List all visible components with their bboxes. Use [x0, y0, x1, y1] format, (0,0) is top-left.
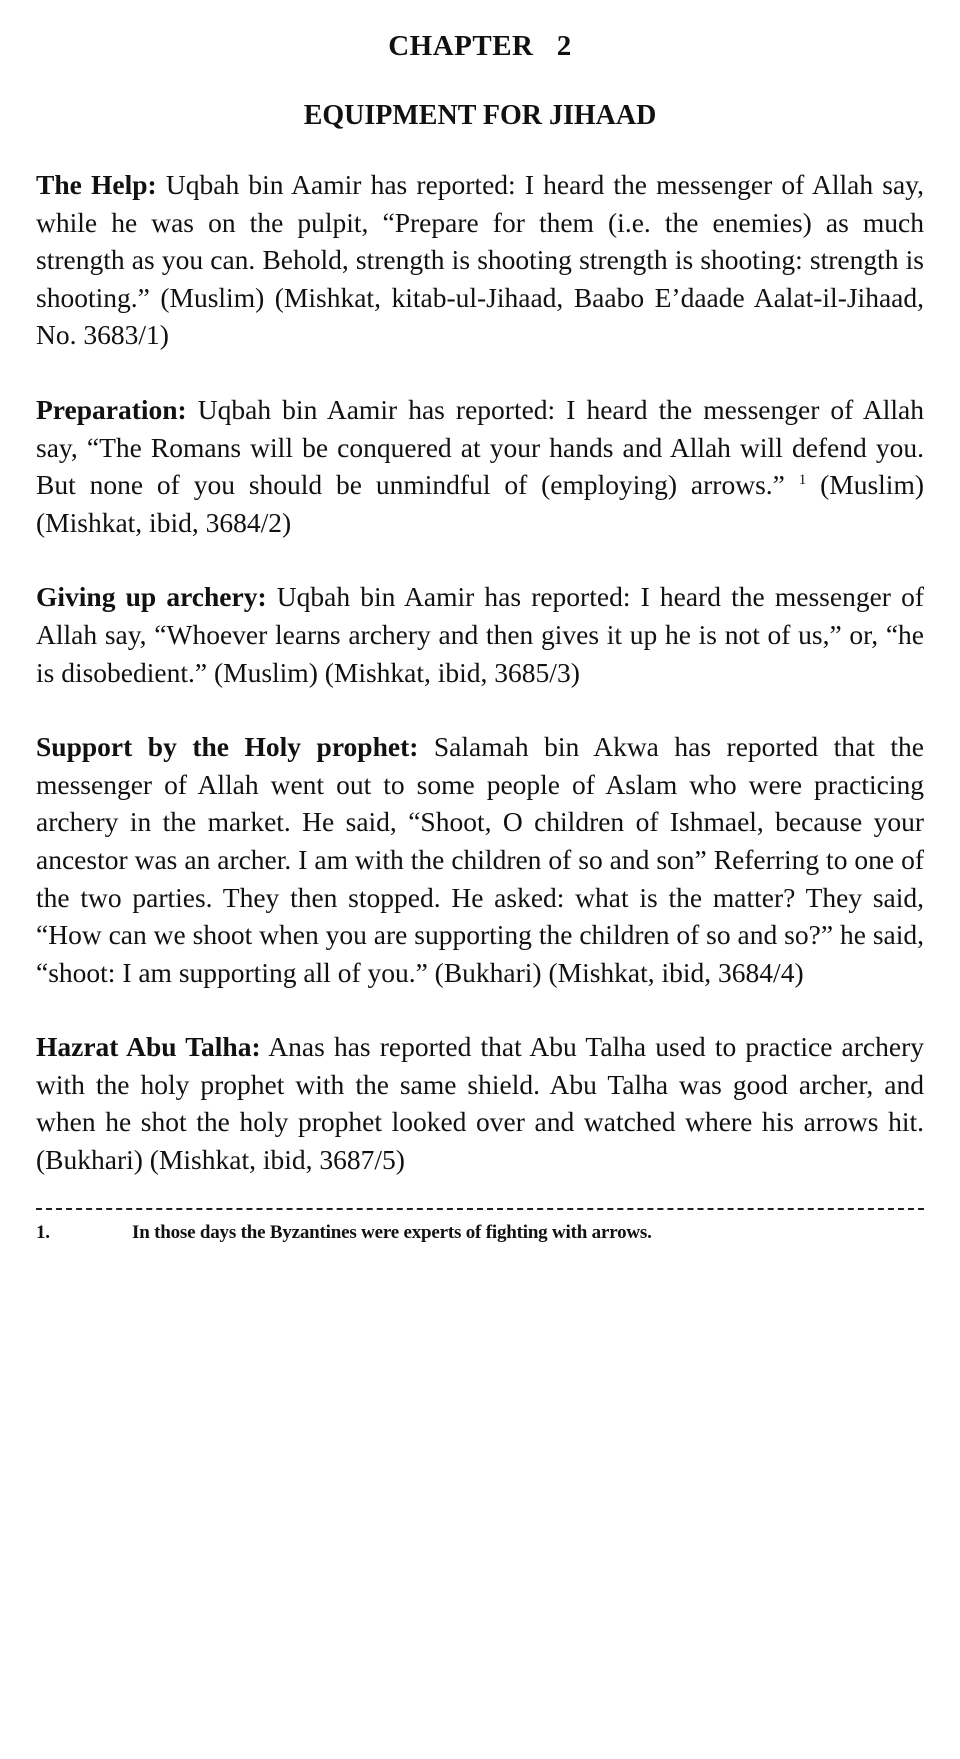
- footnote-divider: [36, 1208, 924, 1210]
- paragraph-heading: The Help:: [36, 169, 157, 200]
- paragraph-hazrat-abu-talha: [36, 1028, 924, 1178]
- paragraph-text: Uqbah bin Aamir has reported: I heard the messenger of Allah say, “The Romans will be conquered at your hands and Allah will defend you. But none of you should be unmindful of (employing) arrows.”: [36, 393, 924, 501]
- paragraph-heading: Hazrat Abu Talha:: [36, 1031, 261, 1063]
- paragraph-giving-up-archery: [36, 578, 924, 691]
- paragraph-the-help: [36, 166, 924, 354]
- paragraph-text: Salamah bin Akwa has reported that the messenger of Allah went out to some people of Aslam who were practicing archery in the market. He said, “Shoot, O children of Ishmael, because your ancestor was an archer. I am with the children of so and son” Referring to one of the two parties. They then stopped. He asked: what is the matter? They said, “How can we shoot when you are supporting the children of so and so?” he said, “shoot: I am supporting all of you.” (Bukhari) (Mishkat, ibid, 3684/4): [36, 731, 924, 988]
- paragraph-text: Uqbah bin Aamir has reported: I heard the messenger of Allah say, while he was on the pulpit, “Prepare for them (i.e. the enemies) as much strength as you can. Behold, strength is shooting strength is shooting: strength is shooting.” (Muslim) (Mishkat, kitab-ul-Jihaad, Baabo E’daade Aalat-il-Jihaad, No. 3683/1): [36, 169, 924, 351]
- paragraph-text: Anas has reported that Abu Talha used to practice archery with the holy prophet with the same shield. Abu Talha was good archer, and when he shot the holy prophet looked over and watched where his arrows hit. (Bukhari) (Mishkat, ibid, 3687/5): [36, 1031, 924, 1176]
- footnote-number: 1.: [36, 1221, 50, 1243]
- chapter-title: EQUIPMENT FOR JIHAAD: [303, 100, 657, 131]
- paragraph-heading: Support by the Holy prophet:: [36, 731, 419, 763]
- footnote-text: In those days the Byzantines were experts of fighting with arrows.: [132, 1221, 652, 1243]
- paragraph-preparation: [36, 391, 924, 541]
- paragraph-text-after: (Muslim) (Mishkat, ibid, 3684/2): [36, 469, 924, 538]
- footnote: [36, 1220, 924, 1246]
- chapter-heading: CHAPTER 2: [388, 30, 572, 62]
- document-page: [36, 24, 924, 1246]
- paragraph-text: Uqbah bin Aamir has reported: I heard the messenger of Allah say, “Whoever learns archery and then gives it up he is not of us,” or, “he is disobedient.” (Muslim) (Mishkat, ibid, 3685/3): [36, 581, 924, 688]
- paragraph-heading: Giving up archery:: [36, 581, 267, 613]
- paragraph-support-by-the-holy-prophet: [36, 728, 924, 991]
- footnote-reference: 1: [798, 472, 807, 488]
- paragraph-heading: Preparation:: [36, 393, 187, 425]
